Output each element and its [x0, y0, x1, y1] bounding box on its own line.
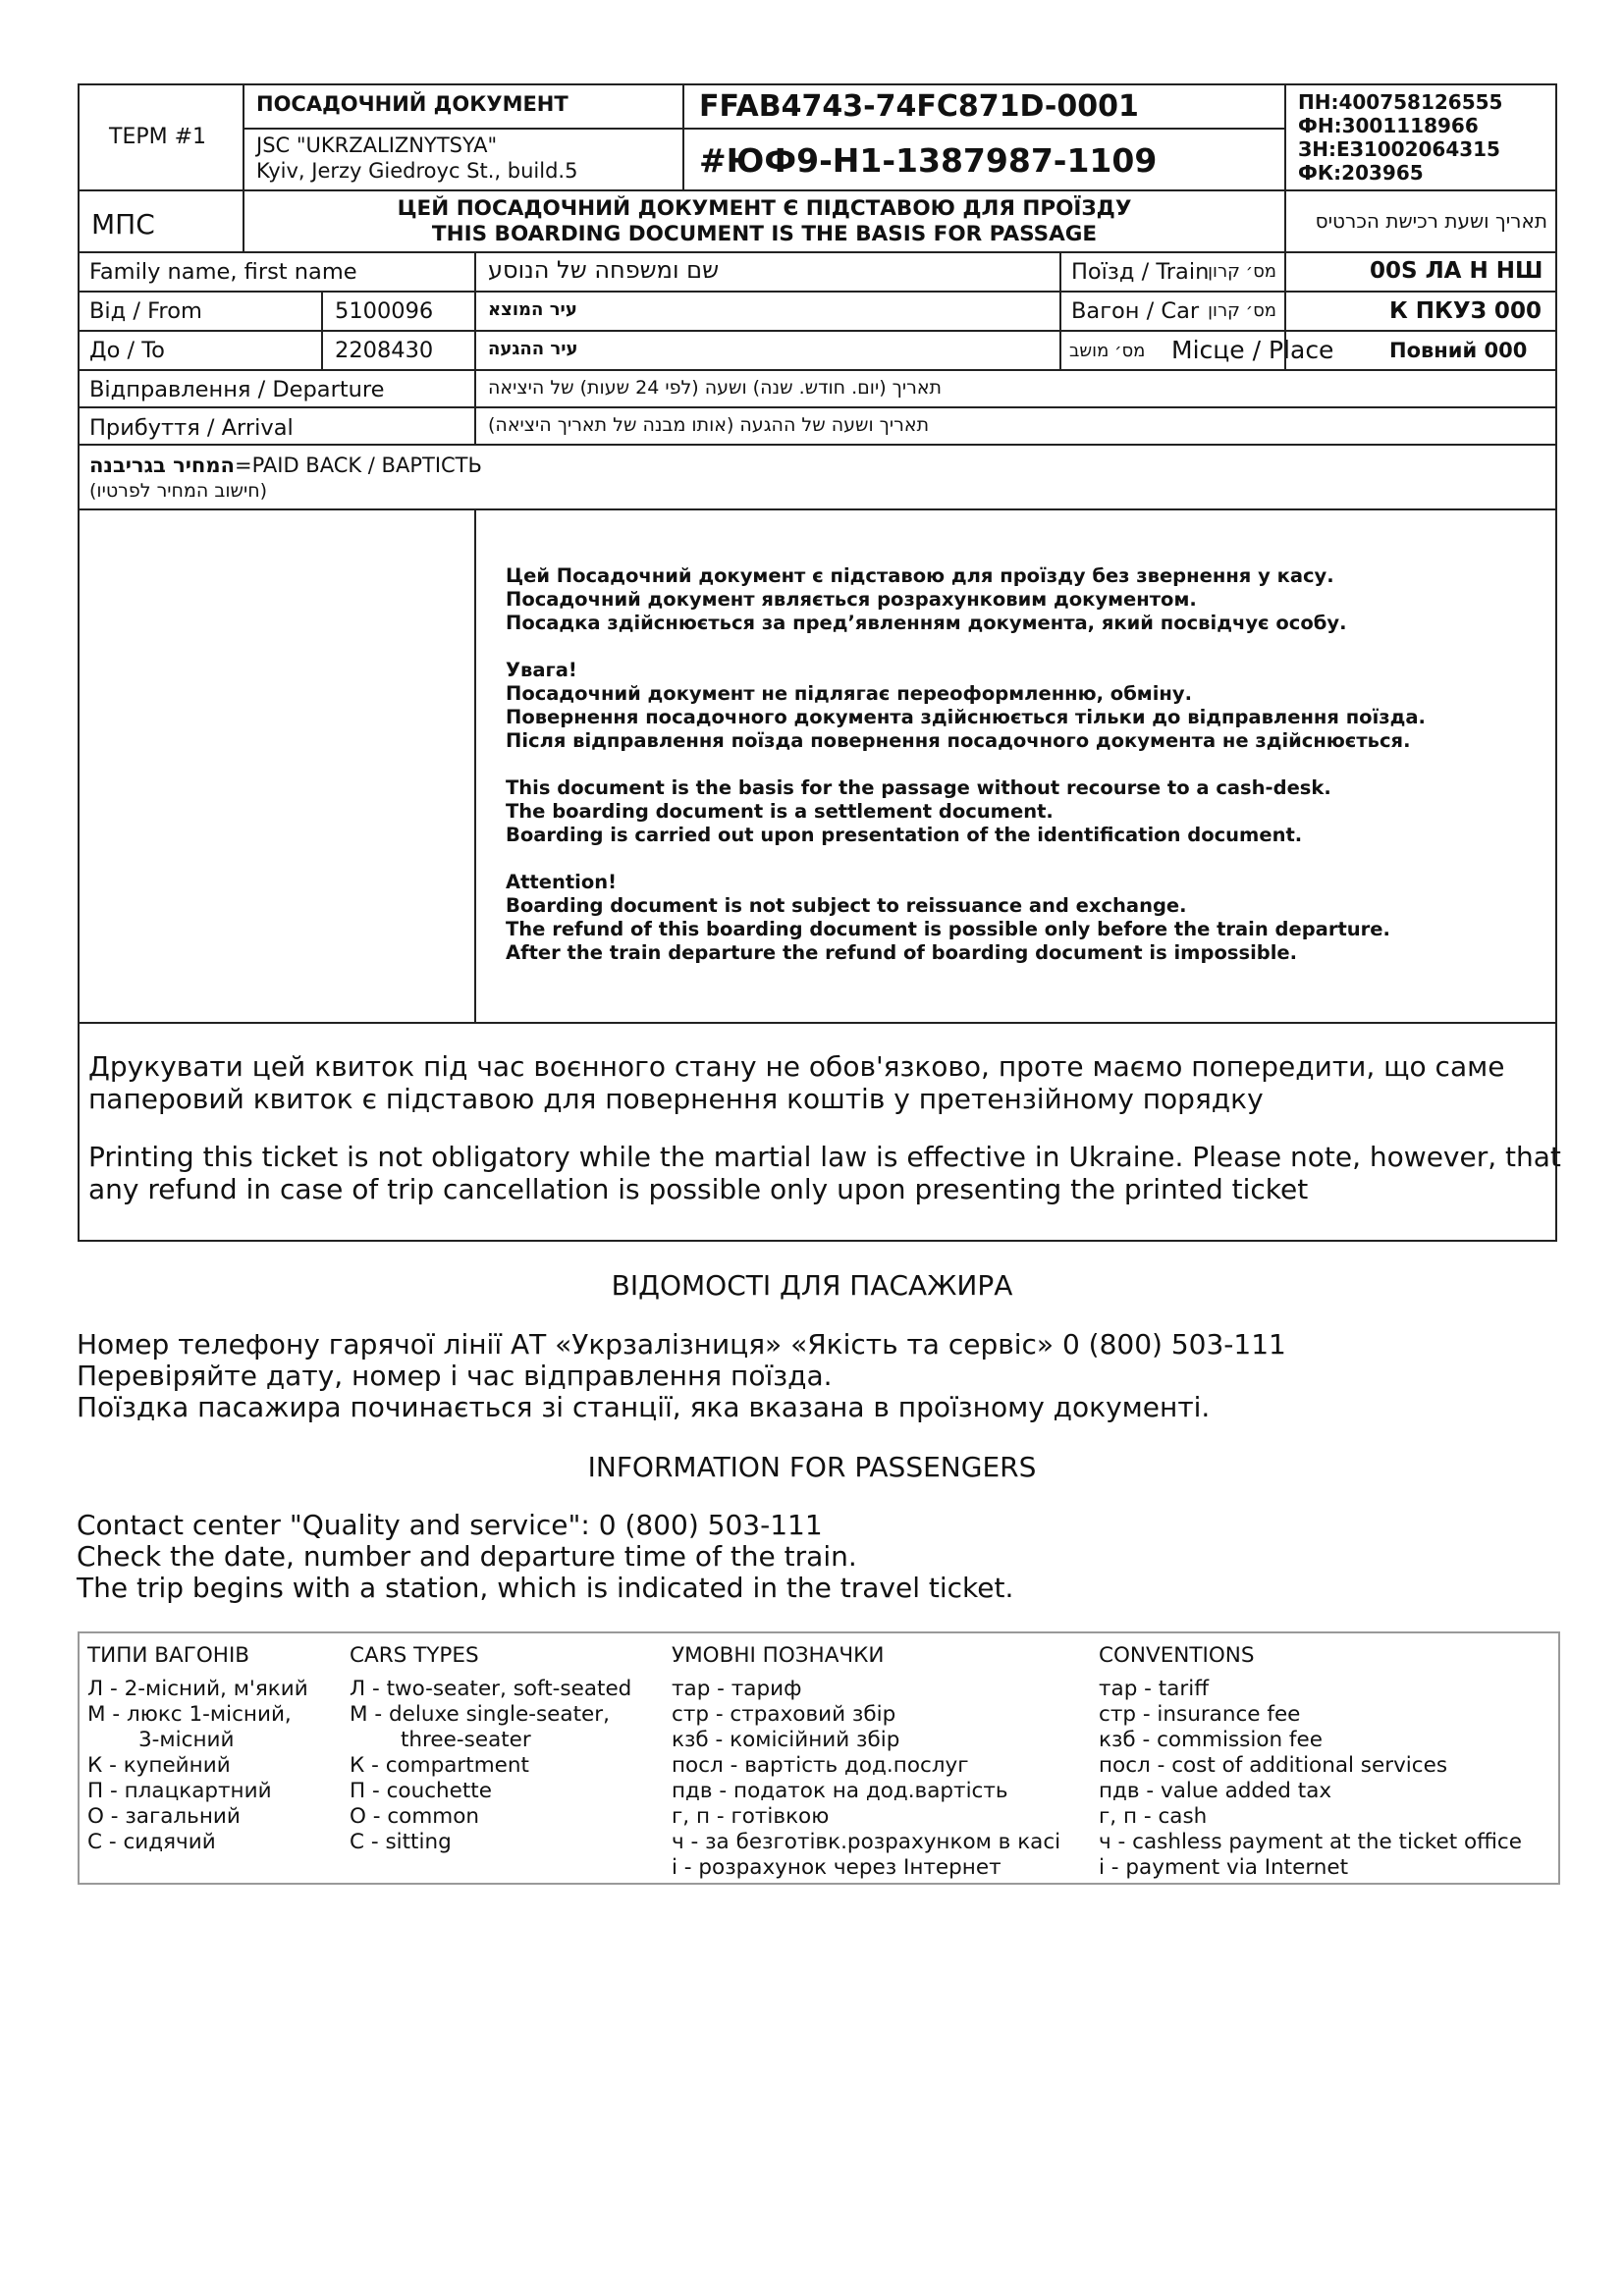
legend-item: С - сидячий [87, 1830, 216, 1854]
to-label: До / To [89, 338, 165, 363]
notice-text [506, 564, 1426, 988]
legend-item: 3-місний [138, 1728, 235, 1752]
notice-ua-block2 [506, 659, 1426, 753]
doc-number-cell [682, 128, 1286, 191]
info-ua-lines [77, 1329, 1286, 1423]
legend-item: К - compartment [350, 1753, 529, 1778]
notice-line: The refund of this boarding document is possible only before the train departure. [506, 918, 1390, 940]
train-he: מס׳ קרון [1208, 261, 1276, 282]
paid-label: =PAID BACK / ВАРТІСТЬ [234, 454, 482, 477]
to-code-cell [321, 330, 476, 371]
notice-line: After the train departure the refund of boarding document is impossible. [506, 941, 1298, 964]
legend-item: пдв - value added tax [1099, 1779, 1332, 1803]
legend-item: г, п - cash [1099, 1804, 1208, 1829]
departure-label-cell [78, 369, 476, 408]
departure-he: תאריך (יום. חודש. שנה) ושעה (לפי 24 שעות) של היציאה [488, 377, 943, 399]
doc-id-cell [682, 83, 1286, 130]
info-line: Check the date, number and departure time of the train. [77, 1540, 857, 1573]
place-value: Повний 000 [1389, 339, 1528, 362]
mps-cell [78, 189, 244, 253]
legend-item: П - couchette [350, 1779, 492, 1803]
arrival-label: Прибуття / Arrival [89, 415, 294, 441]
legend-header: ТИПИ ВАГОНІВ [87, 1643, 250, 1668]
legend-item: стр - insurance fee [1099, 1702, 1301, 1727]
info-line: Contact center "Quality and service": 0 (800) 503-111 [77, 1509, 823, 1541]
legend-header: CARS TYPES [350, 1643, 479, 1668]
legend-item: С - sitting [350, 1830, 452, 1854]
legend-types-en [350, 1643, 631, 1855]
legend-item: П - плацкартний [87, 1779, 272, 1803]
to-label-cell [78, 330, 323, 371]
purchase-date-he: תאריך ושעת רכישת הכרטיס [1315, 209, 1547, 233]
place-label: Місце / Place [1171, 336, 1334, 364]
car-he: מס׳ קרון [1208, 300, 1276, 321]
legend-header: CONVENTIONS [1099, 1643, 1255, 1668]
train-label: Поїзд / Train [1071, 259, 1210, 285]
car-label: Вагон / Car [1071, 298, 1200, 324]
paid-he-sub: (חישוב המחיר לפרטיו) [89, 480, 268, 502]
departure-value-cell [474, 369, 1557, 408]
train-value-cell [1284, 251, 1557, 293]
basis-ua: ЦЕЙ ПОСАДОЧНИЙ ДОКУМЕНТ Є ПІДСТАВОЮ ДЛЯ ПРОЇЗДУ [397, 196, 1132, 221]
from-label: Від / From [89, 298, 202, 324]
from-code-cell [321, 291, 476, 332]
name-label-cell [78, 251, 476, 293]
notice-line: Посадочний документ не підлягає переоформленню, обміну. [506, 682, 1193, 705]
name-value-cell [474, 251, 1061, 293]
warning-en: Printing this ticket is not obligatory while the martial law is effective in Ukraine. Please note, however, that any refund in case of trip cancellation is possible only upon presenting the printed ticket [88, 1141, 1561, 1205]
legend-item: посл - cost of additional services [1099, 1753, 1448, 1778]
info-en-title: INFORMATION FOR PASSENGERS [587, 1451, 1037, 1483]
qr-area [78, 508, 476, 1024]
car-label-cell [1059, 291, 1286, 332]
place-label-cell [1059, 330, 1334, 371]
legend-item: three-seater [401, 1728, 531, 1752]
legend-item: стр - страховий збір [672, 1702, 896, 1727]
to-he: עיר ההגעה [488, 339, 578, 359]
fiscal-zn: ЗН:ЕЗ1002064315 [1298, 137, 1500, 161]
fiscal-fk: ФК:203965 [1298, 161, 1424, 185]
legend-item: К - купейний [87, 1753, 231, 1778]
mps-label: МПС [91, 208, 155, 240]
notice-line: Посадочний документ являється розрахунковим документом. [506, 588, 1197, 611]
basis-en: THIS BOARDING DOCUMENT IS THE BASIS FOR PASSAGE [431, 222, 1098, 246]
notice-line: Після відправлення поїзда повернення посадочного документа не здійснюється. [506, 729, 1411, 752]
term-cell [78, 83, 244, 191]
legend-conv-ua [672, 1643, 1060, 1881]
fiscal-cell [1284, 83, 1557, 191]
info-line: Номер телефону гарячої лінії АТ «Укрзалізниця» «Якість та сервіс» 0 (800) 503-111 [77, 1328, 1286, 1361]
notice-ua-block1 [506, 564, 1426, 635]
fiscal-fn: ФН:3001118966 [1298, 114, 1479, 137]
legend-item: О - загальний [87, 1804, 241, 1829]
legend-item: М - deluxe single-seater, [350, 1702, 610, 1727]
car-value: К ПКУЗ 000 [1389, 298, 1542, 324]
notice-line: Посадка здійснюється за пред’явленням документа, який посвідчує особу. [506, 612, 1347, 634]
doc-type-cell [243, 83, 684, 130]
from-code: 5100096 [335, 298, 434, 324]
notice-line: This document is the basis for the passage without recourse to a cash-desk. [506, 776, 1331, 799]
info-line: The trip begins with a station, which is indicated in the travel ticket. [77, 1572, 1014, 1604]
from-city-cell [474, 291, 1061, 332]
info-ua-title: ВІДОМОСТІ ДЛЯ ПАСАЖИРА [611, 1269, 1013, 1302]
notice-line: Увага! [506, 659, 577, 681]
legend-item: кзб - комісійний збір [672, 1728, 900, 1752]
to-code: 2208430 [335, 338, 434, 363]
place-he: מס׳ מושב [1069, 341, 1146, 361]
legend-item: і - payment via Internet [1099, 1855, 1349, 1880]
from-he: עיר המוצא [488, 299, 577, 320]
legend-item: і - розрахунок через Інтернет [672, 1855, 1001, 1880]
legend-box [78, 1631, 1560, 1885]
legend-item: кзб - commission fee [1099, 1728, 1323, 1752]
warning-text [88, 1050, 1561, 1231]
notice-line: Цей Посадочний документ є підставою для проїзду без звернення у касу. [506, 564, 1334, 587]
legend-item: тар - tariff [1099, 1677, 1210, 1701]
legend-item: г, п - готівкою [672, 1804, 830, 1829]
paid-line [89, 454, 482, 477]
notice-en-block2 [506, 871, 1426, 965]
info-line: Поїздка пасажира починається зі станції, яка вказана в проїзному документі. [77, 1391, 1211, 1423]
paid-cell [78, 444, 1557, 510]
purchase-date-cell [1284, 189, 1557, 253]
legend-item: Л - 2-місний, м'який [87, 1677, 308, 1701]
to-city-cell [474, 330, 1061, 371]
company-line1: JSC "UKRZALIZNYTSYA" [256, 133, 498, 157]
company-cell [243, 128, 684, 191]
info-en-lines [77, 1510, 1013, 1604]
notice-line: Повернення посадочного документа здійснюється тільки до відправлення поїзда. [506, 706, 1426, 728]
warning-ua: Друкувати цей квиток під час воєнного стану не обов'язково, проте маємо попередити, що саме паперовий квиток є підставою для повернення коштів у претензійному порядку [88, 1050, 1505, 1115]
info-line: Перевіряйте дату, номер і час відправлення поїзда. [77, 1360, 833, 1392]
term-label: ТЕРМ #1 [109, 125, 207, 149]
notice-line: Boarding is carried out upon presentation of the identification document. [506, 824, 1303, 846]
paid-he: המחיר בגריבנה [89, 454, 235, 477]
legend-conv-en [1099, 1643, 1522, 1881]
legend-header: УМОВНІ ПОЗНАЧКИ [672, 1643, 885, 1668]
place-value-cell [1284, 330, 1557, 371]
departure-label: Відправлення / Departure [89, 377, 385, 402]
legend-item: тар - тариф [672, 1677, 802, 1701]
name-label: Family name, first name [89, 259, 357, 285]
train-value: 00S ЛА Н НШ [1370, 258, 1543, 284]
legend-item: О - common [350, 1804, 479, 1829]
fiscal-pn: ПН:400758126555 [1298, 90, 1503, 114]
arrival-value-cell [474, 406, 1557, 446]
legend-item: пдв - податок на дод.вартість [672, 1779, 1008, 1803]
notice-en-block1 [506, 776, 1426, 847]
notice-line: Attention! [506, 871, 618, 893]
arrival-label-cell [78, 406, 476, 446]
legend-item: ч - cashless payment at the ticket office [1099, 1830, 1522, 1854]
company-line2: Kyiv, Jerzy Giedroyc St., build.5 [256, 159, 578, 183]
notice-line: The boarding document is a settlement document. [506, 800, 1054, 823]
car-value-cell [1284, 291, 1557, 332]
name-he: שם ומשפחה של הנוסע [488, 256, 720, 284]
train-label-cell [1059, 251, 1286, 293]
basis-cell [243, 189, 1286, 253]
legend-item: Л - two-seater, soft-seated [350, 1677, 632, 1701]
legend-item: ч - за безготівк.розрахунком в касі [672, 1830, 1061, 1854]
doc-id: FFAB4743-74FC871D-0001 [699, 89, 1139, 124]
doc-type: ПОСАДОЧНИЙ ДОКУМЕНТ [256, 92, 568, 116]
from-label-cell [78, 291, 323, 332]
legend-item: посл - вартість дод.послуг [672, 1753, 969, 1778]
doc-number: #ЮФ9-Н1-1387987-1109 [699, 141, 1158, 180]
legend-item: М - люкс 1-місний, [87, 1702, 292, 1727]
legend-types-ua [87, 1643, 308, 1855]
notice-line: Boarding document is not subject to reissuance and exchange. [506, 894, 1187, 917]
arrival-he: תאריך ושעה של ההגעה (אותו מבנה של תאריך היציאה) [488, 414, 930, 436]
